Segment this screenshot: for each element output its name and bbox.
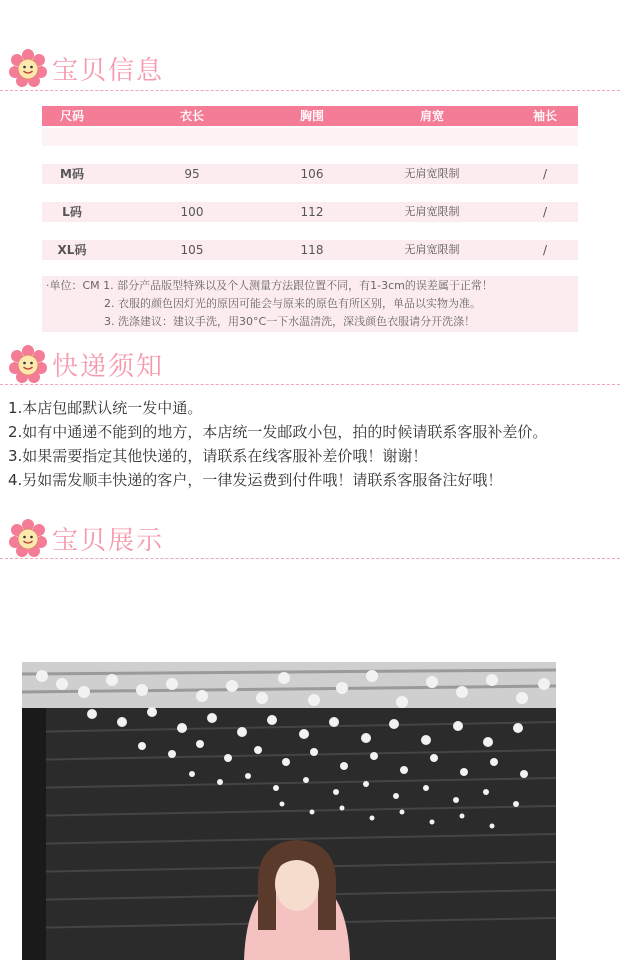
cell-bust: 106: [300, 167, 324, 181]
header-shoulder: 肩宽: [419, 109, 444, 123]
flower-smiley-icon: [8, 518, 48, 558]
header-size: 尺码: [59, 109, 84, 123]
section-header-express: [0, 344, 620, 384]
cell-shoulder: 无肩宽限制: [404, 205, 460, 218]
header-bust: 胸围: [299, 109, 324, 123]
cell-length: 105: [180, 243, 204, 257]
express-line: 1.本店包邮默认统一发中通。: [8, 399, 203, 417]
express-line: 3.如果需要指定其他快递的，请联系在线客服补差价哦！谢谢！: [8, 447, 428, 465]
product-photo: [22, 662, 556, 960]
cell-size: M码: [60, 167, 84, 181]
note-line: 2. 衣服的颜色因灯光的原因可能会与原来的原色有所区别，单品以实物为准。: [104, 297, 481, 310]
header-length: 衣长: [179, 109, 204, 123]
express-notice: [8, 396, 547, 492]
note-line: 3. 洗涤建议：建议手洗，用30°C一下水温清洗，深浅颜色衣服请分开洗涤！: [104, 315, 476, 328]
size-notes: [42, 276, 578, 332]
cell-length: 100: [180, 205, 204, 219]
cell-sleeve: /: [542, 243, 548, 257]
cell-sleeve: /: [542, 205, 548, 219]
cell-size: L码: [62, 205, 82, 219]
cell-sleeve: /: [542, 167, 548, 181]
section-title-display: 宝贝展示: [52, 526, 165, 556]
express-line: 2.如有中通递不能到的地方，本店统一发邮政小包，拍的时候请联系客服补差价。: [8, 423, 548, 441]
table-row: [42, 164, 578, 184]
divider: [0, 384, 620, 385]
cell-shoulder: 无肩宽限制: [404, 167, 460, 180]
cell-bust: 118: [300, 243, 324, 257]
table-row: [42, 202, 578, 222]
table-row: [42, 240, 578, 260]
cell-shoulder: 无肩宽限制: [404, 243, 460, 256]
header-sleeve: 袖长: [532, 109, 557, 123]
cell-bust: 112: [300, 205, 324, 219]
table-spacer-row: [42, 128, 578, 146]
flower-smiley-icon: [8, 48, 48, 88]
cell-length: 95: [184, 167, 200, 181]
section-title-info: 宝贝信息: [52, 56, 165, 86]
express-line: 4.另如需发顺丰快递的客户，一律发运费到付件哦！请联系客服备注好哦！: [8, 471, 503, 489]
section-header-info: [0, 48, 620, 88]
flower-smiley-icon: [8, 344, 48, 384]
table-header-row: [42, 106, 578, 126]
product-photo-illustration: [22, 662, 556, 960]
cell-size: XL码: [57, 243, 87, 257]
section-header-display: [0, 518, 620, 558]
section-title-express: 快递须知: [52, 352, 165, 382]
divider: [0, 558, 620, 559]
note-line: ·单位：CM 1. 部分产品版型特殊以及个人测量方法跟位置不同，有1-3cm的误差属于正常！: [46, 279, 493, 292]
divider: [0, 90, 620, 91]
